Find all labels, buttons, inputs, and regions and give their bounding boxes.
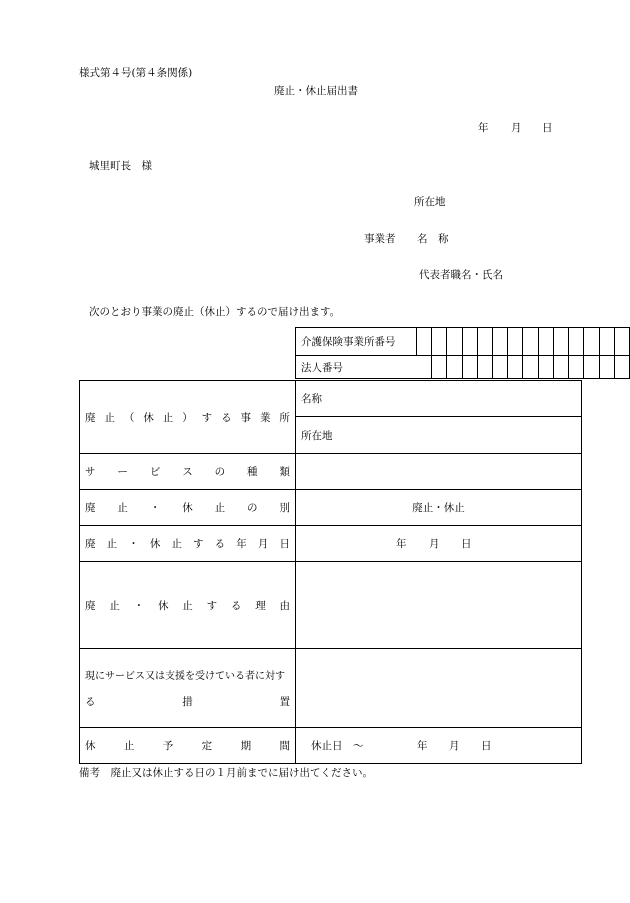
intro-text: 次のとおり事業の廃止（休止）するので届け出ます。	[89, 306, 341, 318]
date-month-label: 月	[511, 122, 522, 134]
label-char: る	[85, 696, 96, 708]
label-char: 類	[279, 466, 290, 478]
label-char: 休	[157, 599, 169, 612]
applicant-name-label: 名 称	[417, 233, 449, 245]
label-char: す	[201, 411, 213, 424]
facility-name-field[interactable]	[296, 381, 581, 417]
measures-field[interactable]	[296, 649, 582, 728]
corporate-digit-box[interactable]	[523, 356, 538, 379]
label-char: 措	[182, 696, 193, 708]
label-char: 別	[279, 502, 290, 514]
measures-label-line2	[85, 691, 290, 713]
label-char: 廃	[85, 538, 96, 550]
suspension-period-label-cell	[80, 728, 296, 764]
id-number-table	[295, 327, 630, 379]
closure-reason-label	[85, 598, 290, 613]
service-type-label-cell	[80, 454, 296, 490]
label-char: の	[247, 502, 258, 514]
closure-type-field[interactable]	[296, 490, 582, 526]
label-char: 年	[236, 538, 247, 550]
care-insurance-digit-box[interactable]	[614, 328, 629, 356]
care-insurance-digit-box[interactable]	[477, 328, 492, 356]
suspension-end-month: 月	[449, 739, 460, 752]
closure-type-label	[85, 500, 290, 515]
service-type-field[interactable]	[296, 454, 582, 490]
care-insurance-number-label: 介護保険事業所番号	[296, 328, 417, 356]
label-char: 止	[171, 538, 182, 550]
care-insurance-digit-box[interactable]	[599, 328, 614, 356]
label-char: 止	[106, 538, 118, 550]
label-char: 廃	[85, 502, 96, 514]
label-char: ビ	[149, 466, 161, 478]
suspension-end-day: 日	[481, 739, 492, 752]
corporate-digit-box[interactable]	[492, 356, 507, 379]
care-insurance-digit-box[interactable]	[569, 328, 584, 356]
closure-type-label-cell	[80, 490, 296, 526]
label-char: 期	[240, 740, 252, 752]
label-char: 止	[117, 502, 128, 514]
label-char: ・	[133, 599, 145, 612]
label-char: 定	[201, 740, 213, 752]
measures-label-cell	[80, 649, 296, 728]
label-char: 予	[162, 740, 174, 752]
label-char: の	[214, 466, 226, 478]
label-char: 休	[143, 411, 154, 424]
label-char: 止	[123, 740, 135, 752]
label-char: サ	[85, 466, 96, 478]
closure-date-day: 日	[461, 537, 472, 550]
care-insurance-digit-box[interactable]	[492, 328, 507, 356]
label-char: 日	[279, 538, 290, 550]
measures-label-line1: 現にサービス又は支援を受けている者に対す	[85, 671, 285, 682]
corporate-digit-box[interactable]	[584, 356, 599, 379]
label-char: る	[230, 599, 242, 612]
applicant-representative-label: 代表者職名・氏名	[419, 269, 503, 281]
date-day-label: 日	[542, 122, 553, 134]
corporate-digit-box[interactable]	[432, 356, 447, 379]
remarks-note: 備考 廃止又は休止する日の１月前までに届け出てください。	[79, 767, 373, 779]
closure-date-month: 月	[429, 537, 440, 550]
corporate-digit-box[interactable]	[599, 356, 614, 379]
addressee: 城里町長 様	[89, 160, 152, 172]
label-char: る	[221, 411, 232, 424]
applicant-address-label: 所在地	[414, 196, 446, 208]
applicant-operator-label: 事業者	[364, 233, 396, 245]
label-char: 休	[149, 538, 161, 550]
closure-reason-label-cell	[80, 562, 296, 649]
care-insurance-digit-box[interactable]	[416, 328, 431, 356]
care-insurance-digit-box[interactable]	[447, 328, 462, 356]
form-table	[79, 380, 582, 764]
care-insurance-digit-box[interactable]	[523, 328, 538, 356]
corporate-digit-box[interactable]	[447, 356, 462, 379]
care-insurance-digit-box[interactable]	[553, 328, 568, 356]
label-char: 休	[85, 740, 96, 752]
corporate-digit-box[interactable]	[614, 356, 629, 379]
care-insurance-digit-box[interactable]	[462, 328, 477, 356]
document-title: 廃止・休止届出書	[274, 85, 358, 97]
label-char: ・	[149, 502, 161, 514]
facility-cell	[296, 381, 582, 454]
facility-name-label: 名称	[301, 393, 322, 405]
label-char: 月	[257, 538, 269, 550]
label-char: 廃	[85, 411, 96, 424]
label-char: ・	[128, 538, 139, 550]
care-insurance-digit-box[interactable]	[508, 328, 523, 356]
date-year-label: 年	[478, 122, 489, 134]
service-type-label	[85, 464, 290, 479]
corporate-digit-box[interactable]	[477, 356, 492, 379]
label-char: 理	[255, 599, 266, 612]
suspension-end-year: 年	[417, 739, 428, 752]
label-char: 業	[259, 411, 271, 424]
facility-label	[85, 410, 290, 425]
label-char: 止	[109, 599, 120, 612]
label-char: ス	[182, 466, 193, 478]
closure-type-options: 廃止・休止	[412, 502, 465, 514]
corporate-number-label: 法人番号	[296, 356, 432, 379]
label-char: す	[193, 538, 204, 550]
label-char: 止	[162, 411, 174, 424]
label-char: 間	[279, 740, 290, 752]
corporate-digit-box[interactable]	[508, 356, 523, 379]
label-char: 止	[182, 599, 193, 612]
closure-date-field[interactable]	[296, 526, 582, 562]
care-insurance-digit-box[interactable]	[432, 328, 447, 356]
corporate-digit-box[interactable]	[569, 356, 584, 379]
facility-address-label: 所在地	[301, 429, 333, 442]
care-insurance-digit-box[interactable]	[538, 328, 553, 356]
label-char: ）	[182, 411, 193, 424]
label-char: 止	[104, 411, 115, 424]
care-insurance-digit-box[interactable]	[584, 328, 599, 356]
suspension-period-label	[85, 738, 290, 753]
facility-label-cell	[80, 381, 296, 454]
label-char: 種	[247, 466, 258, 478]
closure-date-label	[85, 536, 290, 551]
suspension-period-field[interactable]	[296, 728, 582, 764]
corporate-digit-box[interactable]	[462, 356, 477, 379]
closure-date-year: 年	[396, 537, 407, 550]
label-char: （	[123, 411, 135, 424]
label-char: 廃	[85, 599, 96, 612]
suspension-start-label: 休止日 ～	[311, 739, 364, 752]
label-char: 所	[279, 411, 290, 424]
label-char: 由	[279, 599, 290, 612]
label-char: る	[214, 538, 226, 550]
form-number: 様式第４号(第４条関係)	[79, 67, 193, 79]
label-char: 置	[279, 696, 290, 708]
label-char: 止	[214, 502, 226, 514]
label-char: 休	[182, 502, 193, 514]
closure-reason-field[interactable]	[296, 562, 582, 649]
label-char: ー	[117, 466, 128, 478]
label-char: 事	[240, 411, 251, 424]
label-char: す	[206, 599, 218, 612]
corporate-digit-box[interactable]	[538, 356, 553, 379]
corporate-digit-box[interactable]	[553, 356, 568, 379]
closure-date-label-cell	[80, 526, 296, 562]
facility-address-field[interactable]	[296, 417, 581, 453]
